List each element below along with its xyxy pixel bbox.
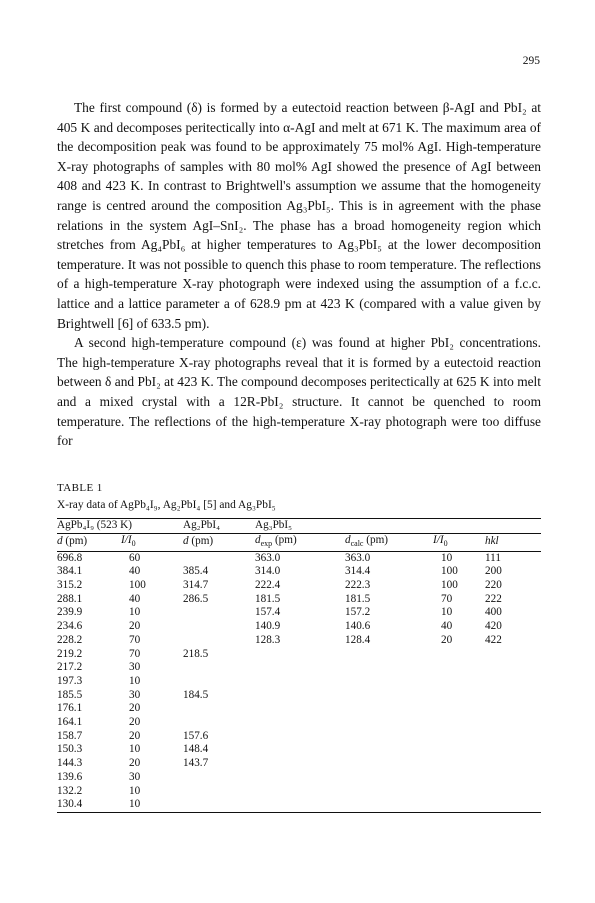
cell-d-agpb4i9: 228.2	[57, 633, 83, 646]
group-agpb4i9: AgPb₄I₉ (523 K)	[57, 519, 183, 533]
cell-hkl	[485, 648, 541, 662]
cell-dexp: 157.4	[255, 606, 281, 619]
cell-d-ag2pbi4: 157.6	[183, 729, 209, 742]
table-caption: X-ray data of AgPb₄I₉, Ag₂PbI₄ [5] and Ag₃PbI₅	[57, 499, 276, 511]
cell-hkl	[485, 716, 541, 730]
cell-dcalc: 222.3	[345, 579, 371, 592]
cell-intensity-agpb4i9: 30	[129, 688, 141, 701]
cell-dcalc: 363.0	[345, 551, 371, 564]
cell-dcalc	[345, 716, 433, 730]
cell-intensity-ag3pbi5	[433, 743, 485, 757]
table-body	[57, 551, 541, 812]
cell-d-ag2pbi4	[183, 634, 255, 648]
cell-dexp	[255, 743, 345, 757]
cell-intensity-agpb4i9: 10	[129, 674, 141, 687]
page-number: 295	[522, 55, 540, 67]
col-hkl: hkl	[485, 533, 541, 551]
cell-d-ag2pbi4: 218.5	[183, 647, 209, 660]
cell-d-agpb4i9: 176.1	[57, 702, 83, 715]
cell-intensity-agpb4i9: 10	[129, 606, 141, 619]
cell-hkl: 222	[485, 592, 502, 605]
cell-d-agpb4i9: 130.4	[57, 798, 83, 811]
cell-d-agpb4i9: 132.2	[57, 784, 83, 797]
table-row	[57, 661, 541, 675]
cell-dexp: 363.0	[255, 551, 281, 564]
cell-intensity-ag3pbi5	[433, 771, 485, 785]
paragraph-1: The first compound (δ) is formed by a eutectoid reaction between β-AgI and PbI₂ at 405 K and decomposes peritectically into α-AgI and melt at 671 K. The maximum area of the decomposition peak was found to be approximately 75 mol% AgI. High-temperature X-ray photographs of samples with 80 mol% AgI showed the presence of AgI between 408 and 423 K. In contrast to Brightwell's assumption we assume that the homogeneity range is centred around the composition Ag₃PbI₅. This is in agreement with the phase relations in the system AgI–SnI₂. The phase has a broad homogeneity region which stretches from Ag₄PbI₆ at higher temperatures to Ag₃PbI₅ at the lower decomposition temperature. It was not possible to quench this phase to room temperature. The reflections of a high-temperature X-ray photograph were indexed using the assumption of a f.c.c. lattice and a lattice parameter a of 628.9 pm at 423 K (compared with a value given by Brightwell [6] of 633.5 pm).	[57, 100, 541, 331]
cell-intensity-ag3pbi5	[433, 689, 485, 703]
cell-hkl: 422	[485, 633, 502, 646]
col-dcalc: $d_{calc}$ (pm)	[345, 533, 433, 551]
col-d-agpb4i9: d (pm)	[57, 533, 121, 551]
cell-d-agpb4i9: 144.3	[57, 757, 83, 770]
cell-hkl	[485, 798, 541, 812]
cell-dexp: 181.5	[255, 592, 281, 605]
cell-dexp: 222.4	[255, 579, 281, 592]
cell-dexp: 128.3	[255, 633, 281, 646]
cell-hkl	[485, 757, 541, 771]
cell-d-ag2pbi4	[183, 551, 255, 565]
cell-dexp	[255, 771, 345, 785]
cell-hkl	[485, 785, 541, 799]
table-row	[57, 730, 541, 744]
cell-hkl	[485, 702, 541, 716]
cell-intensity-ag3pbi5: 100	[441, 579, 458, 592]
cell-intensity-agpb4i9: 10	[129, 798, 141, 811]
table-row	[57, 634, 541, 648]
cell-intensity-ag3pbi5: 70	[441, 592, 453, 605]
cell-d-ag2pbi4: 143.7	[183, 757, 209, 770]
cell-dcalc: 157.2	[345, 606, 371, 619]
cell-intensity-agpb4i9: 60	[129, 551, 141, 564]
group-ag2pbi4: Ag₂PbI₄	[183, 519, 255, 533]
cell-d-ag2pbi4	[183, 675, 255, 689]
cell-d-ag2pbi4	[183, 771, 255, 785]
column-header-row	[57, 533, 541, 551]
cell-intensity-ag3pbi5	[433, 675, 485, 689]
cell-d-agpb4i9: 315.2	[57, 579, 83, 592]
table-row	[57, 785, 541, 799]
cell-hkl	[485, 675, 541, 689]
cell-dcalc	[345, 661, 433, 675]
cell-intensity-ag3pbi5: 40	[441, 620, 453, 633]
cell-dexp	[255, 661, 345, 675]
table-row	[57, 620, 541, 634]
cell-dexp: 140.9	[255, 620, 281, 633]
cell-hkl	[485, 689, 541, 703]
cell-d-agpb4i9: 164.1	[57, 716, 83, 729]
cell-intensity-ag3pbi5: 10	[441, 551, 453, 564]
cell-dcalc	[345, 771, 433, 785]
cell-intensity-ag3pbi5	[433, 785, 485, 799]
cell-d-agpb4i9: 234.6	[57, 620, 83, 633]
cell-dexp	[255, 716, 345, 730]
cell-d-agpb4i9: 219.2	[57, 647, 83, 660]
body-text	[57, 98, 541, 451]
cell-dexp: 314.0	[255, 565, 281, 578]
cell-intensity-agpb4i9: 20	[129, 716, 141, 729]
cell-intensity-agpb4i9: 10	[129, 784, 141, 797]
cell-d-agpb4i9: 384.1	[57, 565, 83, 578]
table-row	[57, 606, 541, 620]
table-row	[57, 648, 541, 662]
cell-d-agpb4i9: 158.7	[57, 729, 83, 742]
cell-intensity-agpb4i9: 30	[129, 770, 141, 783]
table-row	[57, 743, 541, 757]
cell-d-ag2pbi4	[183, 798, 255, 812]
cell-d-agpb4i9: 217.2	[57, 661, 83, 674]
cell-intensity-agpb4i9: 30	[129, 661, 141, 674]
xray-data-table	[57, 518, 541, 813]
col-intensity-agpb4i9: $I/I_0$	[121, 533, 183, 551]
group-ag3pbi5: Ag₃PbI₅	[255, 519, 541, 533]
cell-dexp	[255, 785, 345, 799]
table-row	[57, 771, 541, 785]
cell-dcalc	[345, 648, 433, 662]
col-d-ag2pbi4: d (pm)	[183, 533, 255, 551]
cell-d-agpb4i9: 239.9	[57, 606, 83, 619]
table-row	[57, 593, 541, 607]
cell-hkl: 420	[485, 620, 502, 633]
cell-hkl: 111	[485, 551, 501, 564]
cell-intensity-agpb4i9: 20	[129, 620, 141, 633]
cell-dexp	[255, 702, 345, 716]
cell-d-agpb4i9: 696.8	[57, 551, 83, 564]
cell-dexp	[255, 798, 345, 812]
cell-intensity-agpb4i9: 70	[129, 647, 141, 660]
cell-intensity-ag3pbi5	[433, 716, 485, 730]
cell-intensity-ag3pbi5	[433, 730, 485, 744]
cell-d-ag2pbi4: 385.4	[183, 565, 209, 578]
cell-dcalc	[345, 785, 433, 799]
cell-intensity-agpb4i9: 20	[129, 729, 141, 742]
table-row	[57, 675, 541, 689]
cell-dcalc: 314.4	[345, 565, 371, 578]
cell-intensity-agpb4i9: 100	[129, 579, 146, 592]
cell-intensity-ag3pbi5	[433, 648, 485, 662]
col-dexp: $d_{exp}$ (pm)	[255, 533, 345, 551]
cell-intensity-agpb4i9: 70	[129, 633, 141, 646]
table-row	[57, 565, 541, 579]
paragraph-2: A second high-temperature compound (ε) was found at higher PbI₂ concentrations. The high-temperature X-ray photographs reveal that it is formed by a eutectoid reaction between δ and PbI₂ at 423 K. The compound decomposes peritectically at 625 K into melt and a mixed crystal with a 12R-PbI₂ structure. It cannot be quenched to room temperature. The reflections of the high-temperature X-ray photograph were too diffuse for	[57, 335, 541, 449]
cell-d-agpb4i9: 150.3	[57, 743, 83, 756]
cell-d-agpb4i9: 185.5	[57, 688, 83, 701]
cell-intensity-agpb4i9: 20	[129, 757, 141, 770]
cell-intensity-agpb4i9: 40	[129, 592, 141, 605]
cell-d-ag2pbi4: 148.4	[183, 743, 209, 756]
cell-d-agpb4i9: 197.3	[57, 674, 83, 687]
cell-intensity-agpb4i9: 20	[129, 702, 141, 715]
cell-d-ag2pbi4	[183, 606, 255, 620]
cell-dcalc	[345, 743, 433, 757]
group-header-row	[57, 519, 541, 533]
cell-d-agpb4i9: 139.6	[57, 770, 83, 783]
cell-d-ag2pbi4	[183, 716, 255, 730]
cell-dexp	[255, 757, 345, 771]
cell-d-ag2pbi4: 184.5	[183, 688, 209, 701]
cell-intensity-ag3pbi5: 10	[441, 606, 453, 619]
table-bottom-rule	[57, 812, 541, 813]
table-row	[57, 757, 541, 771]
cell-dcalc	[345, 798, 433, 812]
cell-hkl	[485, 661, 541, 675]
cell-hkl: 400	[485, 606, 502, 619]
cell-hkl: 200	[485, 565, 502, 578]
table-row	[57, 798, 541, 812]
col-intensity-ag3pbi5: $I/I_0$	[433, 533, 485, 551]
cell-dcalc	[345, 702, 433, 716]
cell-dexp	[255, 730, 345, 744]
cell-hkl: 220	[485, 579, 502, 592]
cell-intensity-ag3pbi5	[433, 798, 485, 812]
table-row	[57, 702, 541, 716]
cell-dexp	[255, 675, 345, 689]
data-table	[57, 519, 541, 812]
cell-dexp	[255, 689, 345, 703]
cell-d-ag2pbi4: 314.7	[183, 579, 209, 592]
cell-dcalc: 181.5	[345, 592, 371, 605]
cell-intensity-ag3pbi5	[433, 661, 485, 675]
table-row	[57, 716, 541, 730]
cell-dcalc	[345, 689, 433, 703]
cell-intensity-agpb4i9: 40	[129, 565, 141, 578]
table-row	[57, 689, 541, 703]
cell-d-ag2pbi4	[183, 785, 255, 799]
cell-d-ag2pbi4: 286.5	[183, 592, 209, 605]
cell-d-ag2pbi4	[183, 620, 255, 634]
cell-intensity-ag3pbi5	[433, 757, 485, 771]
cell-intensity-agpb4i9: 10	[129, 743, 141, 756]
cell-dcalc	[345, 730, 433, 744]
cell-hkl	[485, 730, 541, 744]
cell-intensity-ag3pbi5: 20	[441, 633, 453, 646]
cell-d-agpb4i9: 288.1	[57, 592, 83, 605]
cell-dcalc: 128.4	[345, 633, 371, 646]
cell-dcalc	[345, 675, 433, 689]
cell-d-ag2pbi4	[183, 661, 255, 675]
cell-hkl	[485, 771, 541, 785]
cell-dexp	[255, 648, 345, 662]
table-row	[57, 579, 541, 593]
cell-dcalc: 140.6	[345, 620, 371, 633]
cell-dcalc	[345, 757, 433, 771]
cell-d-ag2pbi4	[183, 702, 255, 716]
table-label: TABLE 1	[57, 482, 103, 494]
cell-intensity-ag3pbi5	[433, 702, 485, 716]
cell-intensity-ag3pbi5: 100	[441, 565, 458, 578]
cell-hkl	[485, 743, 541, 757]
table-row	[57, 551, 541, 565]
